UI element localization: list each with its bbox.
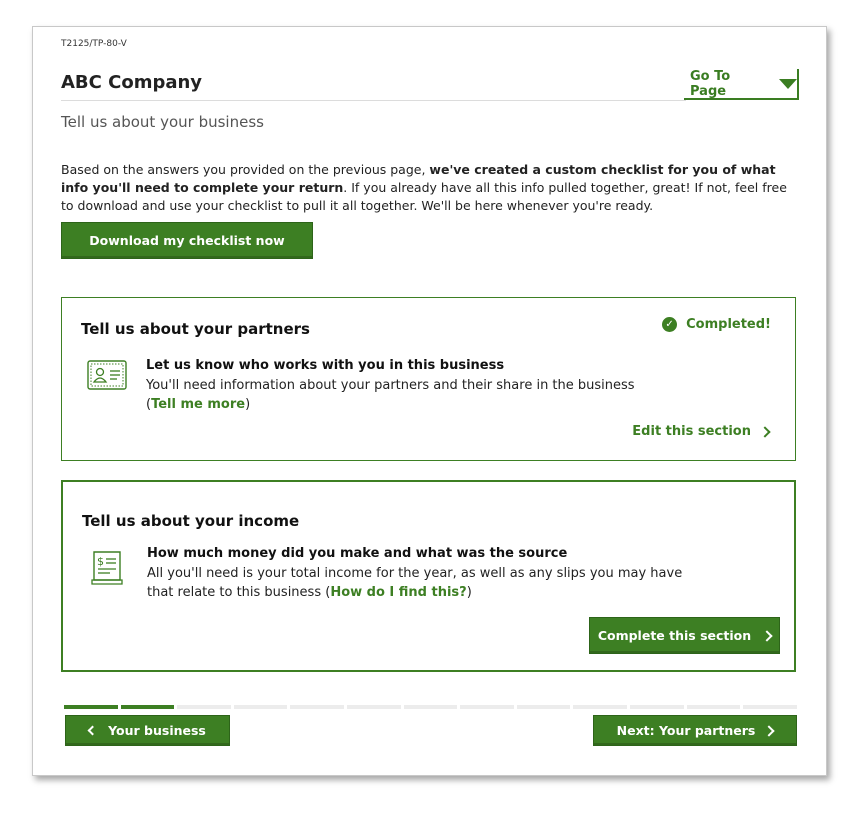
- progress-segment: [460, 705, 514, 709]
- go-to-page-label: Go To Page: [690, 68, 731, 99]
- section-card-partners: [61, 297, 796, 461]
- completed-label: Completed!: [686, 317, 771, 332]
- edit-section-label: Edit this section: [632, 424, 751, 439]
- chevron-right-icon: [764, 725, 775, 736]
- progress-segment: [743, 705, 797, 709]
- progress-bar: [64, 705, 797, 709]
- section-title: Tell us about your income: [82, 512, 300, 530]
- back-button[interactable]: [65, 715, 230, 746]
- section-body-text: You'll need information about your partners and their share in the business: [146, 378, 635, 393]
- go-to-page-dropdown[interactable]: [684, 69, 799, 100]
- tell-me-more-link[interactable]: Tell me more: [151, 397, 246, 412]
- complete-section-label: Complete this section: [597, 628, 752, 643]
- complete-section-button[interactable]: [589, 617, 780, 654]
- page-subtitle: Tell us about your business: [61, 113, 264, 131]
- progress-segment: [630, 705, 684, 709]
- progress-segment: [517, 705, 571, 709]
- progress-segment: [687, 705, 741, 709]
- company-name: ABC Company: [61, 72, 203, 93]
- intro-text-bold: we've created a custom checklist for you of what info you'll need to complete your return: [61, 162, 776, 195]
- section-card-income: [61, 480, 796, 672]
- income-receipt-icon: [88, 550, 126, 592]
- chevron-left-icon: [88, 726, 98, 736]
- form-id: T2125/TP-80-V: [61, 39, 127, 49]
- svg-text:$: $: [97, 555, 104, 568]
- section-heading: How much money did you make and what was the source: [147, 546, 568, 561]
- section-description: You'll need information about your partners and their share in the business (Tell me more): [146, 378, 635, 412]
- intro-text: [61, 161, 791, 215]
- progress-segment: [573, 705, 627, 709]
- next-button[interactable]: [593, 715, 797, 746]
- progress-segment: [177, 705, 231, 709]
- section-heading: Let us know who works with you in this business: [146, 358, 505, 373]
- caret-down-icon: [779, 79, 797, 89]
- how-do-i-find-this-link[interactable]: How do I find this?: [330, 585, 467, 600]
- progress-segment: [121, 705, 175, 709]
- back-button-label: Your business: [108, 723, 206, 738]
- progress-segment: [64, 705, 118, 709]
- header-divider: [61, 100, 686, 101]
- progress-segment: [234, 705, 288, 709]
- next-button-label: Next: Your partners: [616, 723, 756, 738]
- partner-id-card-icon: [87, 360, 127, 394]
- edit-section-link[interactable]: [632, 424, 769, 439]
- section-body-text: All you'll need is your total income for the year, as well as any slips you may have that relate to this business: [147, 566, 683, 600]
- section-title: Tell us about your partners: [81, 320, 310, 338]
- intro-text-part1: Based on the answers you provided on the previous page,: [61, 162, 430, 177]
- chevron-right-icon: [759, 426, 770, 437]
- intro-text-part2: . If you already have all this info pulled together, great! If not, feel free to download and use your checklist to pull it all together. We'll be here whenever you're ready.: [61, 180, 787, 213]
- completed-status: [662, 317, 771, 332]
- chevron-right-icon: [761, 630, 772, 641]
- progress-segment: [347, 705, 401, 709]
- main-panel: [32, 26, 827, 776]
- progress-segment: [290, 705, 344, 709]
- download-checklist-button[interactable]: Download my checklist now: [61, 222, 313, 259]
- checkmark-circle-icon: ✓: [662, 317, 677, 332]
- section-description: All you'll need is your total income for the year, as well as any slips you may have that relate to this business (How do I find this?): [147, 566, 683, 600]
- progress-segment: [404, 705, 458, 709]
